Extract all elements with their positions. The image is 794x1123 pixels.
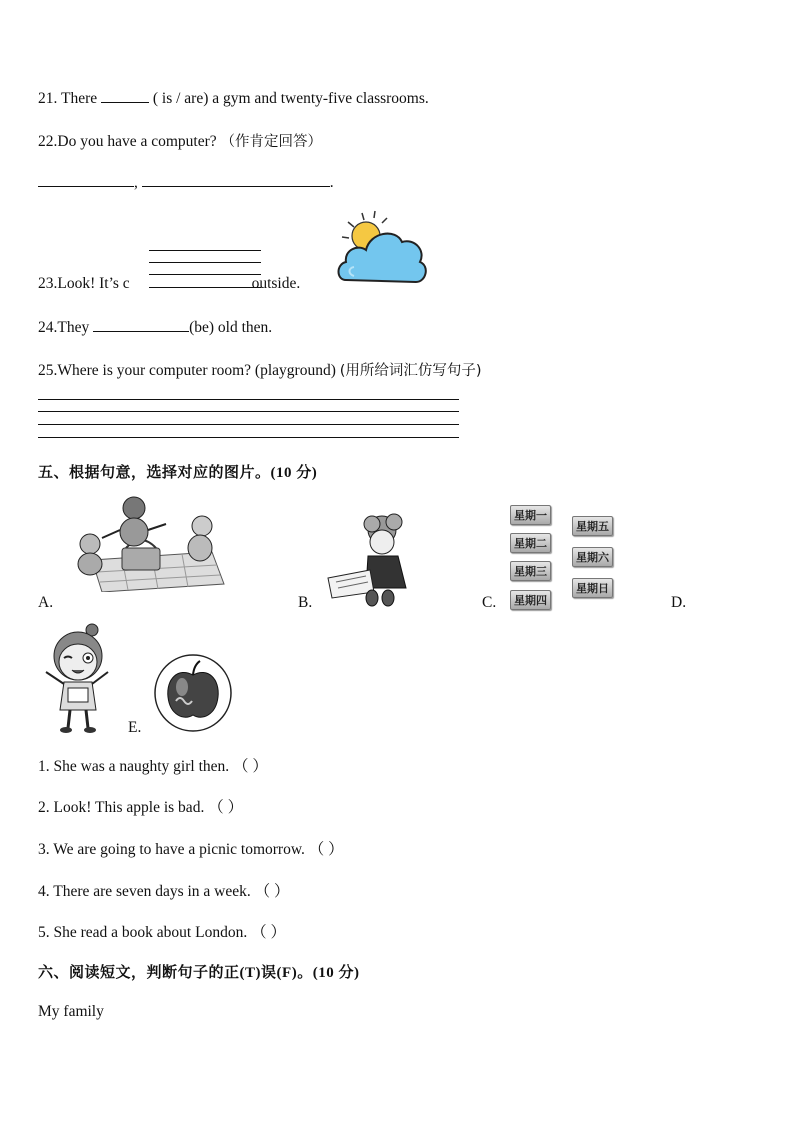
answer-bracket[interactable]: （ ） <box>308 841 344 858</box>
girl-reading-picture <box>326 512 426 608</box>
weekday-label: 星期一 <box>510 505 551 525</box>
question-24 <box>38 317 272 337</box>
writing-line[interactable] <box>38 437 459 438</box>
answer-blank[interactable] <box>142 172 330 187</box>
question-text: ( is / are) a gym and twenty-five classrooms. <box>152 90 429 107</box>
question-text: 22.Do you have a computer? <box>38 133 221 150</box>
match-item <box>38 754 268 776</box>
answer-bracket[interactable]: （ ） <box>251 924 286 941</box>
question-number: 21 <box>38 90 54 107</box>
question-instruction: (用所给词汇仿写句子) <box>339 363 482 379</box>
weekday-label: 星期三 <box>510 561 551 581</box>
match-item <box>38 920 286 942</box>
cloudy-weather-icon <box>334 210 430 290</box>
match-sentence: 1. She was a naughty girl then. <box>38 758 230 775</box>
writing-line[interactable] <box>38 411 459 412</box>
option-c-label: C. <box>482 594 497 611</box>
question-text: 23.Look! It’s c <box>38 275 130 292</box>
question-23 <box>38 275 300 293</box>
section-5-heading <box>38 461 317 482</box>
section-score: (10 分) <box>312 965 360 981</box>
option-b-label: B. <box>298 594 313 611</box>
answer-blank[interactable] <box>101 88 149 103</box>
writing-line[interactable] <box>38 399 459 400</box>
winking-girl-picture <box>38 622 116 734</box>
question-instruction: （作肯定回答） <box>220 134 322 150</box>
writing-line[interactable] <box>38 424 459 425</box>
question-21 <box>38 88 429 108</box>
answer-bracket[interactable]: （ ） <box>254 883 290 900</box>
weekday-label: 星期四 <box>510 590 551 610</box>
question-22 <box>38 130 322 151</box>
weekday-label: 星期五 <box>572 516 613 536</box>
match-sentence: 2. Look! This apple is bad. <box>38 799 205 816</box>
writing-guide-line <box>149 262 261 263</box>
question-25 <box>38 359 482 380</box>
answer-bracket[interactable]: （ ） <box>233 758 268 775</box>
option-a-label: A. <box>38 594 54 611</box>
passage-title: My family <box>38 1003 104 1020</box>
answer-blank[interactable] <box>93 317 189 332</box>
question-text: 25.Where is your computer room? (playground) <box>38 362 340 379</box>
false-mark: (F) <box>276 965 298 981</box>
separator: , <box>134 174 138 191</box>
section-title: 六、阅读短文，判断句子的正 <box>38 963 240 981</box>
weekday-label: 星期六 <box>572 547 613 567</box>
true-mark: (T) <box>239 965 262 981</box>
section-title: 误 <box>261 963 277 981</box>
match-item <box>38 837 344 859</box>
section-title: 。 <box>297 963 313 981</box>
separator: . <box>329 174 334 191</box>
match-item <box>38 795 243 817</box>
option-e-label: E. <box>128 719 142 736</box>
answer-blank[interactable] <box>38 172 134 187</box>
answer-bracket[interactable]: （ ） <box>208 799 244 816</box>
match-item <box>38 879 290 901</box>
match-sentence: 5. She read a book about London. <box>38 924 248 941</box>
weekday-label: 星期二 <box>510 533 551 553</box>
writing-guide-line <box>149 250 261 251</box>
picnic-children-picture <box>62 492 232 592</box>
section-title: 五、根据句意，选择对应的图片。 <box>38 463 271 481</box>
question-text: 24.They <box>38 319 94 336</box>
question-22-answer <box>38 172 334 192</box>
section-score: (10 分) <box>270 465 318 481</box>
match-sentence: 3. We are going to have a picnic tomorrow. <box>38 841 305 858</box>
match-sentence: 4. There are seven days in a week. <box>38 883 251 900</box>
option-d-label: D. <box>671 594 687 611</box>
section-6-heading <box>38 961 359 982</box>
question-text: outside. <box>251 275 301 292</box>
bad-apple-picture <box>152 653 234 733</box>
question-text: . There <box>53 90 101 107</box>
question-text: (be) old then. <box>189 319 273 336</box>
weekday-label: 星期日 <box>572 578 613 598</box>
